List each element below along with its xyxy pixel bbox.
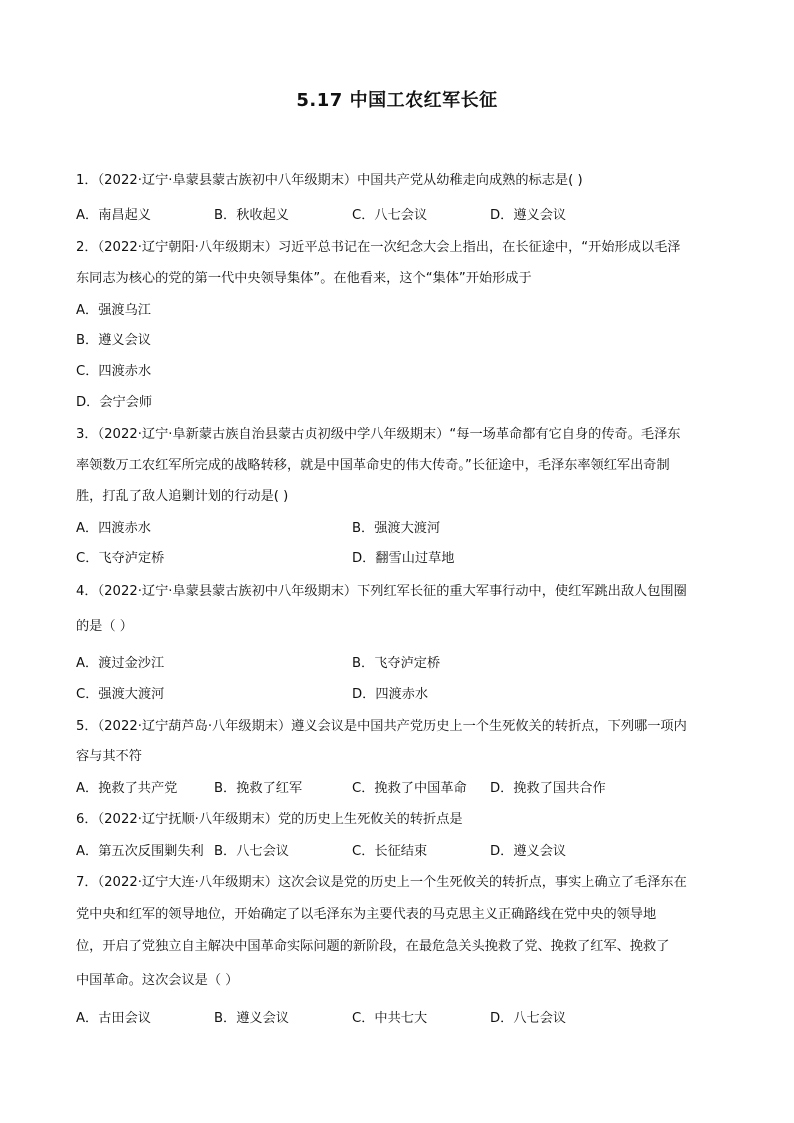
question-3-stem-line-1: 3．（2022·辽宁·阜新蒙古族自治县蒙古贞初级中学八年级期末）“每一场革命都有它自身的传奇。毛泽东 bbox=[76, 427, 681, 442]
question-4-stem-line-2: 的是（ ） bbox=[76, 619, 133, 634]
page-title: 5.17 中国工农红军长征 bbox=[296, 90, 498, 111]
question-5-stem-line-2: 容与其不符 bbox=[76, 749, 142, 764]
question-3-option-d[interactable]: D．翻雪山过草地 bbox=[352, 551, 455, 566]
question-5-option-d[interactable]: D．挽救了国共合作 bbox=[490, 781, 606, 796]
question-1-option-a[interactable]: A．南昌起义 bbox=[76, 208, 151, 223]
question-7-option-a[interactable]: A．古田会议 bbox=[76, 1011, 151, 1026]
question-7-option-b[interactable]: B．遵义会议 bbox=[214, 1011, 289, 1026]
question-6-option-a[interactable]: A．第五次反围剿失利 bbox=[76, 844, 204, 859]
question-1-option-c[interactable]: C．八七会议 bbox=[352, 208, 428, 223]
question-1-stem: 1．（2022·辽宁·阜蒙县蒙古族初中八年级期末）中国共产党从幼稚走向成熟的标志是( ) bbox=[76, 173, 583, 188]
question-3-option-c[interactable]: C．飞夺泸定桥 bbox=[76, 551, 165, 566]
question-7-stem-line-1: 7．（2022·辽宁大连·八年级期末）这次会议是党的历史上一个生死攸关的转折点，事实上确立了毛泽东在 bbox=[76, 875, 687, 890]
question-4-option-b[interactable]: B．飞夺泸定桥 bbox=[352, 656, 441, 671]
question-7-stem-line-3: 位，开启了党独立自主解决中国革命实际问题的新阶段，在最危急关头挽救了党、挽救了红军、挽救了 bbox=[76, 939, 670, 954]
question-2-option-d[interactable]: D．会宁会师 bbox=[76, 395, 153, 410]
question-2-option-b[interactable]: B．遵义会议 bbox=[76, 333, 151, 348]
question-4-option-d[interactable]: D．四渡赤水 bbox=[352, 687, 429, 702]
question-5-option-b[interactable]: B．挽救了红军 bbox=[214, 781, 303, 796]
question-6-option-d[interactable]: D．遵义会议 bbox=[490, 844, 567, 859]
question-6-stem: 6．（2022·辽宁抚顺·八年级期末）党的历史上生死攸关的转折点是 bbox=[76, 812, 463, 827]
question-7-option-c[interactable]: C．中共七大 bbox=[352, 1011, 428, 1026]
question-3-stem-line-3: 胜，打乱了敌人追剿计划的行动是( ) bbox=[76, 489, 289, 504]
question-7-option-d[interactable]: D．八七会议 bbox=[490, 1011, 567, 1026]
question-3-option-b[interactable]: B．强渡大渡河 bbox=[352, 521, 441, 536]
question-5-option-c[interactable]: C．挽救了中国革命 bbox=[352, 781, 467, 796]
question-2-stem-line-1: 2．（2022·辽宁朝阳·八年级期末）习近平总书记在一次纪念大会上指出，在长征途中，“开始形成以毛泽 bbox=[76, 240, 681, 255]
question-5-option-a[interactable]: A．挽救了共产党 bbox=[76, 781, 178, 796]
question-2-stem-line-2: 东同志为核心的党的第一代中央领导集体”。在他看来，这个“集体”开始形成于 bbox=[76, 271, 532, 286]
question-5-stem-line-1: 5．（2022·辽宁葫芦岛·八年级期末）遵义会议是中国共产党历史上一个生死攸关的转折点，下列哪一项内 bbox=[76, 719, 687, 734]
question-6-option-b[interactable]: B．八七会议 bbox=[214, 844, 289, 859]
question-1-option-b[interactable]: B．秋收起义 bbox=[214, 208, 289, 223]
question-7-stem-line-4: 中国革命。这次会议是（ ） bbox=[76, 973, 239, 988]
question-2-option-a[interactable]: A．强渡乌江 bbox=[76, 303, 151, 318]
question-6-option-c[interactable]: C．长征结束 bbox=[352, 844, 428, 859]
question-3-option-a[interactable]: A．四渡赤水 bbox=[76, 521, 151, 536]
question-4-option-c[interactable]: C．强渡大渡河 bbox=[76, 687, 165, 702]
question-4-option-a[interactable]: A．渡过金沙江 bbox=[76, 656, 165, 671]
question-2-option-c[interactable]: C．四渡赤水 bbox=[76, 364, 152, 379]
question-1-option-d[interactable]: D．遵义会议 bbox=[490, 208, 567, 223]
question-7-stem-line-2: 党中央和红军的领导地位，开始确定了以毛泽东为主要代表的马克思主义正确路线在党中央的领导地 bbox=[76, 907, 657, 922]
question-3-stem-line-2: 率领数万工农红军所完成的战略转移，就是中国革命史的伟大传奇。”长征途中，毛泽东率领红军出奇制 bbox=[76, 458, 670, 473]
question-4-stem-line-1: 4．（2022·辽宁·阜蒙县蒙古族初中八年级期末）下列红军长征的重大军事行动中，使红军跳出敌人包围圈 bbox=[76, 584, 687, 599]
